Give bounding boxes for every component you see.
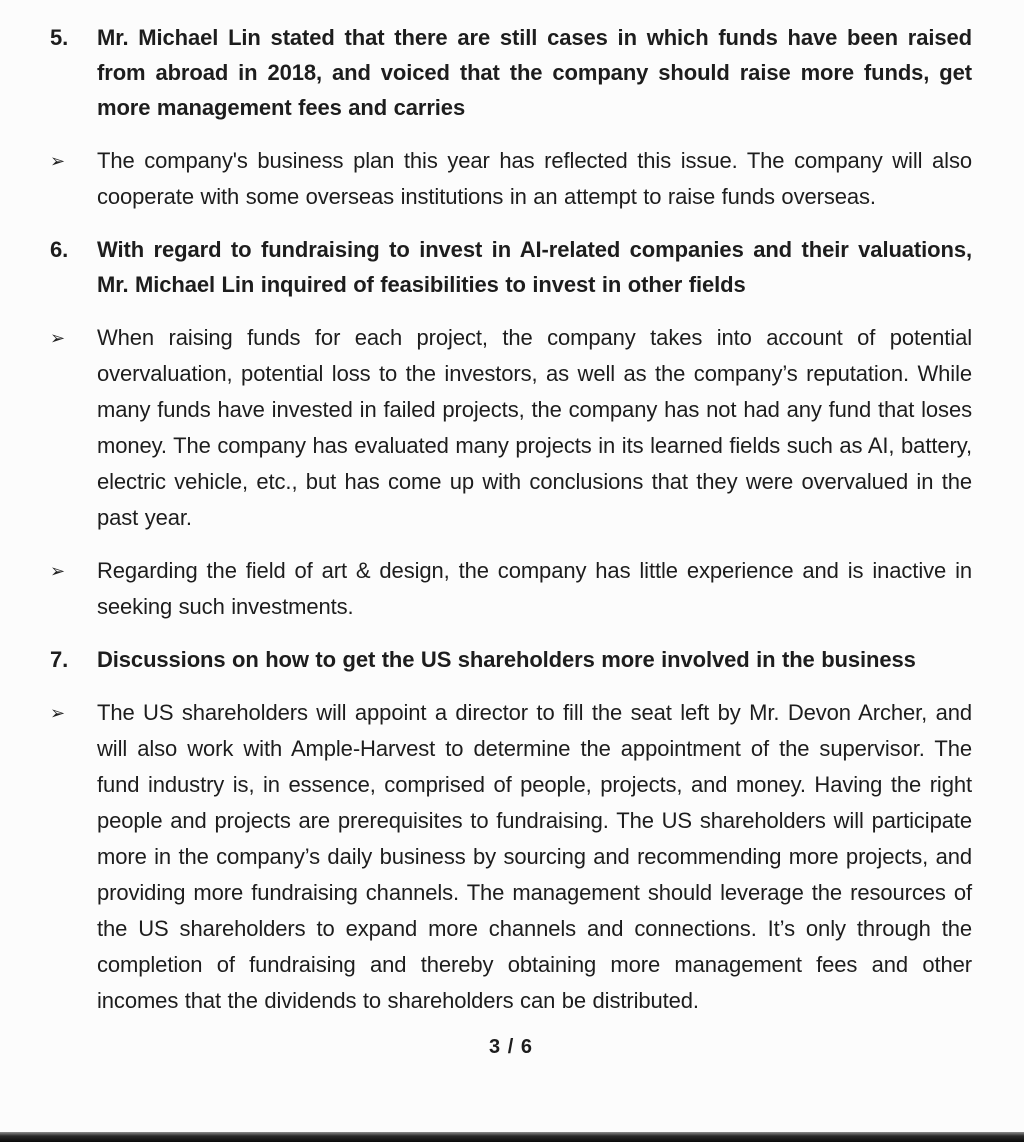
item-heading-text: Mr. Michael Lin stated that there are still cases in which funds have been raised from abroad in 2018, and voiced that the company should raise more funds, get more management fees and carries [97, 25, 972, 120]
arrow-bullet-icon: ➢ [50, 328, 66, 348]
numbered-item-6 [50, 232, 972, 302]
item-heading-text: With regard to fundraising to invest in AI-related companies and their valuations, Mr. Michael Lin inquired of feasibilities to invest in other fields [97, 237, 972, 297]
bullet-item [50, 143, 972, 215]
bullet-text: The company's business plan this year has reflected this issue. The company will also cooperate with some overseas institutions in an attempt to raise funds overseas. [97, 148, 972, 209]
item-heading-text: Discussions on how to get the US shareholders more involved in the business [97, 647, 916, 672]
arrow-bullet-icon: ➢ [50, 703, 66, 723]
numbered-item-5 [50, 20, 972, 125]
item-number: 7. [50, 647, 69, 672]
bullet-text: The US shareholders will appoint a director to fill the seat left by Mr. Devon Archer, and will also work with Ample-Harvest to determine the appointment of the supervisor. The fund industry is, in essence, comprised of people, projects, and money. Having the right people and projects are prerequisites to fundraising. The US shareholders will participate more in the company’s daily business by sourcing and recommending more projects, and providing more fundraising channels. The management should leverage the resources of the US shareholders to expand more channels and connections. It’s only through the completion of fundraising and thereby obtaining more management fees and other incomes that the dividends to shareholders can be distributed. [97, 700, 972, 1013]
arrow-bullet-icon: ➢ [50, 151, 66, 171]
bullet-item [50, 320, 972, 536]
arrow-bullet-icon: ➢ [50, 561, 66, 581]
bullet-text: When raising funds for each project, the company takes into account of potential overvaluation, potential loss to the investors, as well as the company’s reputation. While many funds have invested in failed projects, the company has not had any fund that loses money. The company has evaluated many projects in its learned fields such as AI, battery, electric vehicle, etc., but has come up with conclusions that they were overvalued in the past year. [97, 325, 972, 530]
page-number: 3 / 6 [489, 1036, 533, 1058]
bullet-item [50, 695, 972, 1019]
bullet-text: Regarding the field of art & design, the company has little experience and is inactive in seeking such investments. [97, 558, 972, 619]
bullet-item [50, 553, 972, 625]
item-number: 5. [50, 25, 69, 50]
scan-bottom-edge [0, 1132, 1024, 1142]
item-number: 6. [50, 237, 69, 262]
numbered-item-7 [50, 642, 972, 677]
